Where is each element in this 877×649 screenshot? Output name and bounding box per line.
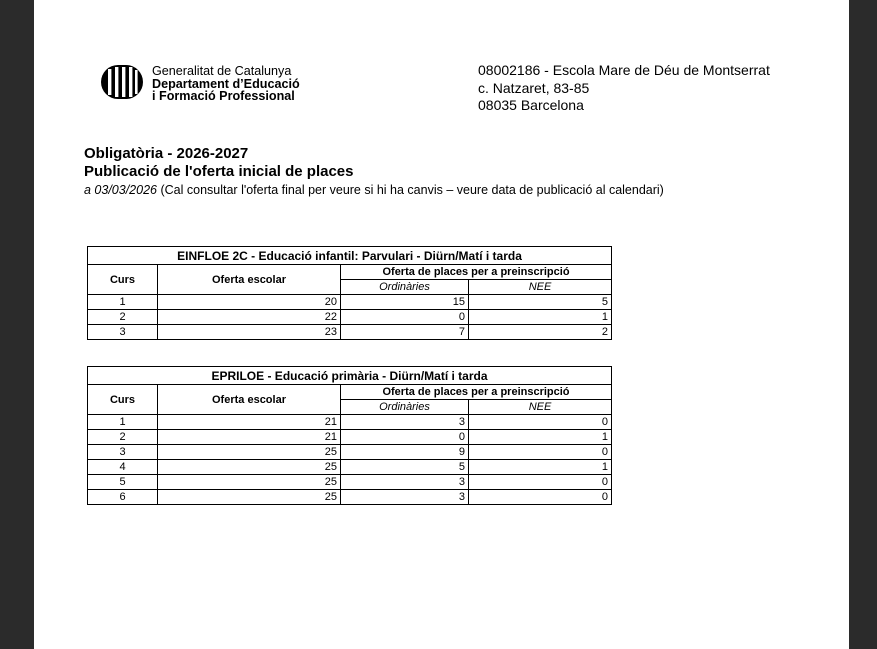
- cell-oferta: 25: [158, 475, 341, 490]
- cell-nee: 5: [469, 295, 612, 310]
- school-street: c. Natzaret, 83-85: [478, 79, 590, 96]
- column-header-ordinaries: Ordinàries: [341, 400, 469, 415]
- cell-ordinaries: 0: [341, 430, 469, 445]
- cell-nee: 1: [469, 460, 612, 475]
- page-title: Obligatòria - 2026-2027: [84, 145, 249, 162]
- table-row: [88, 325, 612, 340]
- column-header-ordinaries: Ordinàries: [341, 280, 469, 295]
- table-row: [88, 475, 612, 490]
- cell-curs: 3: [88, 325, 158, 340]
- document-page: [34, 0, 849, 649]
- cell-ordinaries: 3: [341, 490, 469, 505]
- column-header-oferta-places: Oferta de places per a preinscripció: [341, 385, 612, 400]
- table-row: [88, 295, 612, 310]
- logo-line-3: i Formació Professional: [152, 89, 295, 103]
- cell-oferta: 25: [158, 460, 341, 475]
- cell-curs: 5: [88, 475, 158, 490]
- cell-oferta: 21: [158, 430, 341, 445]
- generalitat-emblem-icon: [100, 64, 144, 100]
- column-header-nee: NEE: [469, 280, 612, 295]
- cell-curs: 2: [88, 310, 158, 325]
- cell-ordinaries: 7: [341, 325, 469, 340]
- column-header-nee: NEE: [469, 400, 612, 415]
- cell-curs: 1: [88, 415, 158, 430]
- publication-note-text: (Cal consultar l'oferta final per veure si hi ha canvis – veure data de publicació al calendari): [160, 183, 664, 197]
- table-row: [88, 445, 612, 460]
- cell-curs: 4: [88, 460, 158, 475]
- cell-ordinaries: 5: [341, 460, 469, 475]
- places-table-infantil: [87, 246, 612, 340]
- cell-nee: 0: [469, 475, 612, 490]
- table-title: EINFLOE 2C - Educació infantil: Parvulari - Diürn/Matí i tarda: [88, 247, 612, 265]
- cell-nee: 0: [469, 445, 612, 460]
- column-header-curs: Curs: [88, 385, 158, 415]
- cell-nee: 2: [469, 325, 612, 340]
- table-row: [88, 415, 612, 430]
- publication-note: [84, 182, 664, 199]
- cell-nee: 1: [469, 430, 612, 445]
- column-header-oferta-places: Oferta de places per a preinscripció: [341, 265, 612, 280]
- cell-nee: 1: [469, 310, 612, 325]
- table-row: [88, 430, 612, 445]
- logo-line-2: Departament d’Educació: [152, 76, 300, 91]
- cell-oferta: 22: [158, 310, 341, 325]
- cell-ordinaries: 3: [341, 415, 469, 430]
- table-title: EPRILOE - Educació primària - Diürn/Matí i tarda: [88, 367, 612, 385]
- logo-text: [152, 65, 300, 103]
- page-subtitle: Publicació de l'oferta inicial de places: [84, 163, 354, 180]
- cell-oferta: 21: [158, 415, 341, 430]
- school-city: 08035 Barcelona: [478, 97, 584, 113]
- cell-ordinaries: 9: [341, 445, 469, 460]
- school-address-block: [478, 62, 770, 115]
- places-table-primaria: [87, 366, 612, 505]
- cell-curs: 3: [88, 445, 158, 460]
- cell-oferta: 25: [158, 490, 341, 505]
- table-row: [88, 310, 612, 325]
- cell-oferta: 25: [158, 445, 341, 460]
- cell-nee: 0: [469, 415, 612, 430]
- table-row: [88, 490, 612, 505]
- cell-ordinaries: 15: [341, 295, 469, 310]
- cell-ordinaries: 3: [341, 475, 469, 490]
- publication-date: a 03/03/2026: [84, 183, 157, 197]
- document-heading: [84, 145, 664, 199]
- cell-ordinaries: 0: [341, 310, 469, 325]
- cell-curs: 6: [88, 490, 158, 505]
- cell-oferta: 23: [158, 325, 341, 340]
- logo-line-1: Generalitat de Catalunya: [152, 64, 292, 78]
- column-header-oferta-escolar: Oferta escolar: [158, 385, 341, 415]
- table-row: [88, 460, 612, 475]
- cell-oferta: 20: [158, 295, 341, 310]
- cell-nee: 0: [469, 490, 612, 505]
- column-header-oferta-escolar: Oferta escolar: [158, 265, 341, 295]
- school-name: 08002186 - Escola Mare de Déu de Montserrat: [478, 62, 770, 78]
- cell-curs: 2: [88, 430, 158, 445]
- cell-curs: 1: [88, 295, 158, 310]
- generalitat-logo: [100, 64, 380, 104]
- column-header-curs: Curs: [88, 265, 158, 295]
